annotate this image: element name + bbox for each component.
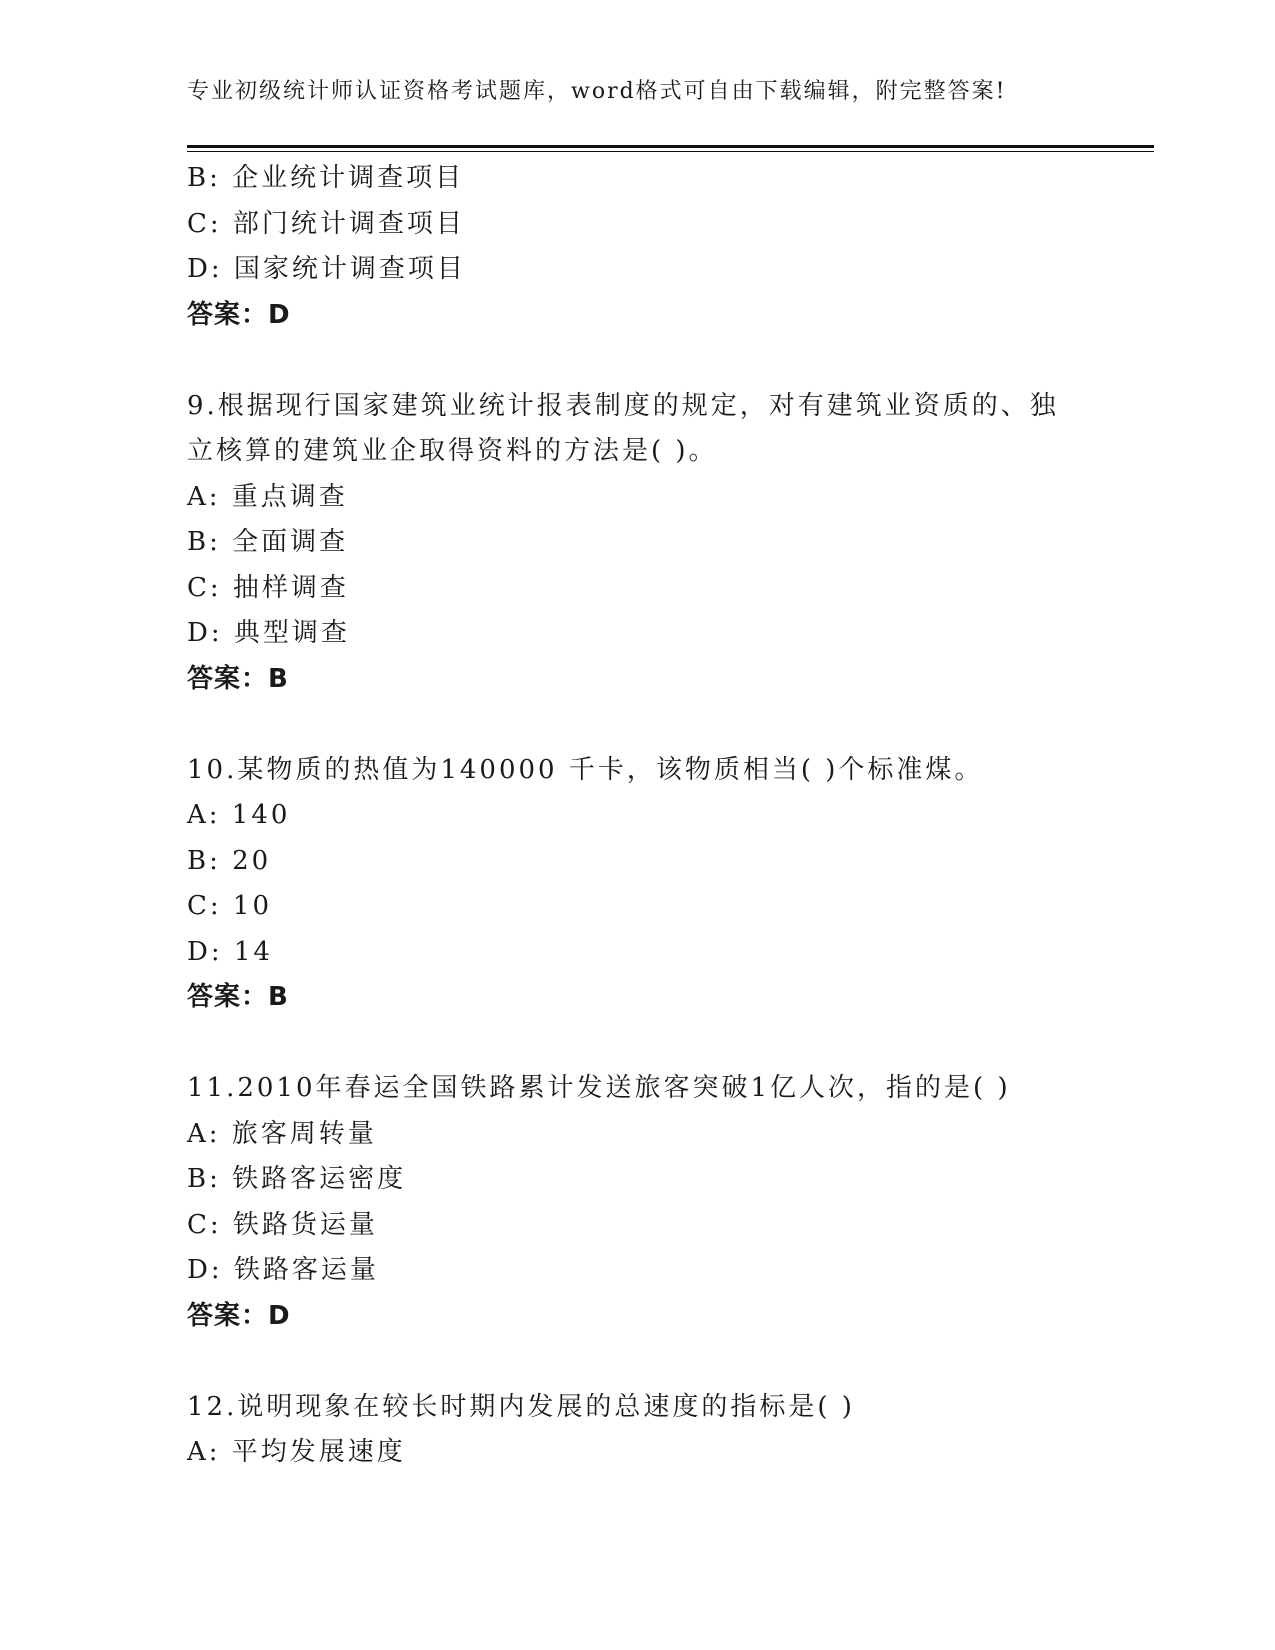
answer-option: B: 企业统计调查项目	[187, 163, 465, 193]
answer-option: D: 典型调查	[187, 618, 350, 648]
answer-option: B: 全面调查	[187, 527, 349, 557]
answer-option: C: 10	[187, 891, 273, 921]
question-block	[187, 1339, 1087, 1476]
page-header: 专业初级统计师认证资格考试题库，word格式可自由下载编辑，附完整答案!	[187, 79, 1007, 104]
answer-option: C: 抽样调查	[187, 572, 349, 603]
block-spacer	[187, 1021, 1087, 1067]
question-text: 11.2010年春运全国铁路累计发送旅客突破1亿人次，指的是( )	[187, 1073, 1011, 1103]
answer-option: D: 国家统计调查项目	[187, 254, 466, 284]
answer-option: D: 铁路客运量	[187, 1255, 379, 1285]
correct-answer: 答案：D	[187, 299, 291, 330]
correct-answer: 答案：B	[187, 663, 289, 694]
correct-answer: 答案：B	[187, 982, 289, 1012]
block-spacer	[187, 1339, 1087, 1385]
header-rule-thin	[187, 151, 1154, 152]
header-rule-thick	[187, 145, 1154, 148]
answer-option: D: 14	[187, 936, 273, 967]
question-block	[187, 338, 1087, 702]
question-text: 10.某物质的热值为140000 千卡，该物质相当( )个标准煤。	[187, 754, 984, 785]
answer-option: A: 重点调查	[187, 481, 348, 512]
question-text: 9.根据现行国家建筑业统计报表制度的规定，对有建筑业资质的、独	[187, 390, 1059, 421]
question-block	[187, 702, 1087, 1021]
question-text: 立核算的建筑业企取得资料的方法是( )。	[187, 436, 718, 466]
question-block	[187, 156, 1087, 338]
question-block	[187, 1021, 1087, 1340]
block-spacer	[187, 702, 1087, 748]
answer-option: C: 铁路货运量	[187, 1209, 378, 1240]
answer-option: A: 旅客周转量	[187, 1118, 377, 1149]
answer-option: B: 20	[187, 845, 272, 876]
answer-option: A: 平均发展速度	[187, 1437, 406, 1467]
question-list	[187, 156, 1087, 1476]
question-text: 12.说明现象在较长时期内发展的总速度的指标是( )	[187, 1391, 855, 1422]
correct-answer: 答案：D	[187, 1300, 291, 1331]
answer-option: A: 140	[187, 800, 291, 830]
answer-option: B: 铁路客运密度	[187, 1164, 407, 1194]
answer-option: C: 部门统计调查项目	[187, 208, 465, 239]
block-spacer	[187, 338, 1087, 384]
